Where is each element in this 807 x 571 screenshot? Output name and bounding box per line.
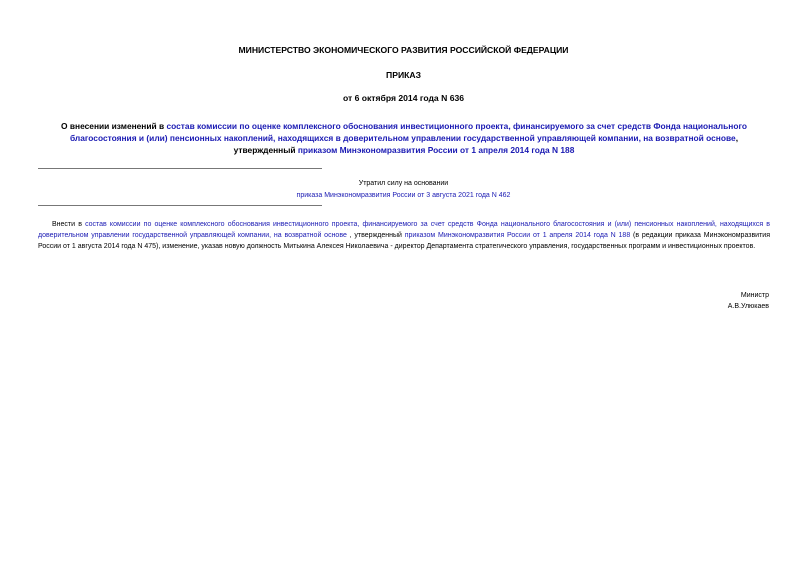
body-suffix: (в редакции приказа Минэкономразвития России от 1 августа 2014 года N 475), изменение, указав новую должность Митькина Алексея Николаевича - директор Департамента стратегического управления, государственных программ и инвестиционных проектов. [38,232,770,250]
status-reference [0,192,807,199]
title-link-order-188[interactable]: приказом Минэкономразвития России от 1 апреля 2014 года N 188 [297,145,575,155]
document-type: ПРИКАЗ [386,70,421,80]
body-middle: , утвержденный [346,232,405,239]
title-link-commission[interactable]: состав комиссии по оценке комплексного обоснования инвестиционного проекта, финансируемого за счет средств Фонда национального благосостояния и (или) пенсионных накоплений, находящихся в доверительном управлении государственной управляющей компании, на возвратной основе [69,121,747,143]
title-prefix: О внесении изменений в [61,121,167,131]
document-title [38,120,770,156]
body-link-commission[interactable]: состав комиссии по оценке комплексного обоснования инвестиционного проекта, финансируемого за счет средств Фонда национального благосостояния и (или) пенсионных накоплений, находящихся в доверительном управлении государственной управляющей компании, на возвратной основе [38,221,770,239]
divider-bottom [38,205,322,206]
signature-role: Министр [740,292,769,299]
status-link-order-462[interactable]: приказа Минэкономразвития России от 3 августа 2021 года N 462 [296,192,511,199]
ministry-heading: МИНИСТЕРСТВО ЭКОНОМИЧЕСКОГО РАЗВИТИЯ РОССИЙСКОЙ ФЕДЕРАЦИИ [238,45,569,55]
status-label: Утратил силу на основании [358,180,449,187]
signature-name: А.В.Улюкаев [727,303,769,310]
body-link-order-188[interactable]: приказом Минэкономразвития России от 1 апреля 2014 года N 188 [404,232,631,239]
title-middle: , утвержденный [233,133,739,155]
divider-top [38,168,322,169]
body-paragraph [38,219,770,252]
body-prefix: Внести в [52,221,86,228]
document-date: от 6 октября 2014 года N 636 [342,93,465,103]
